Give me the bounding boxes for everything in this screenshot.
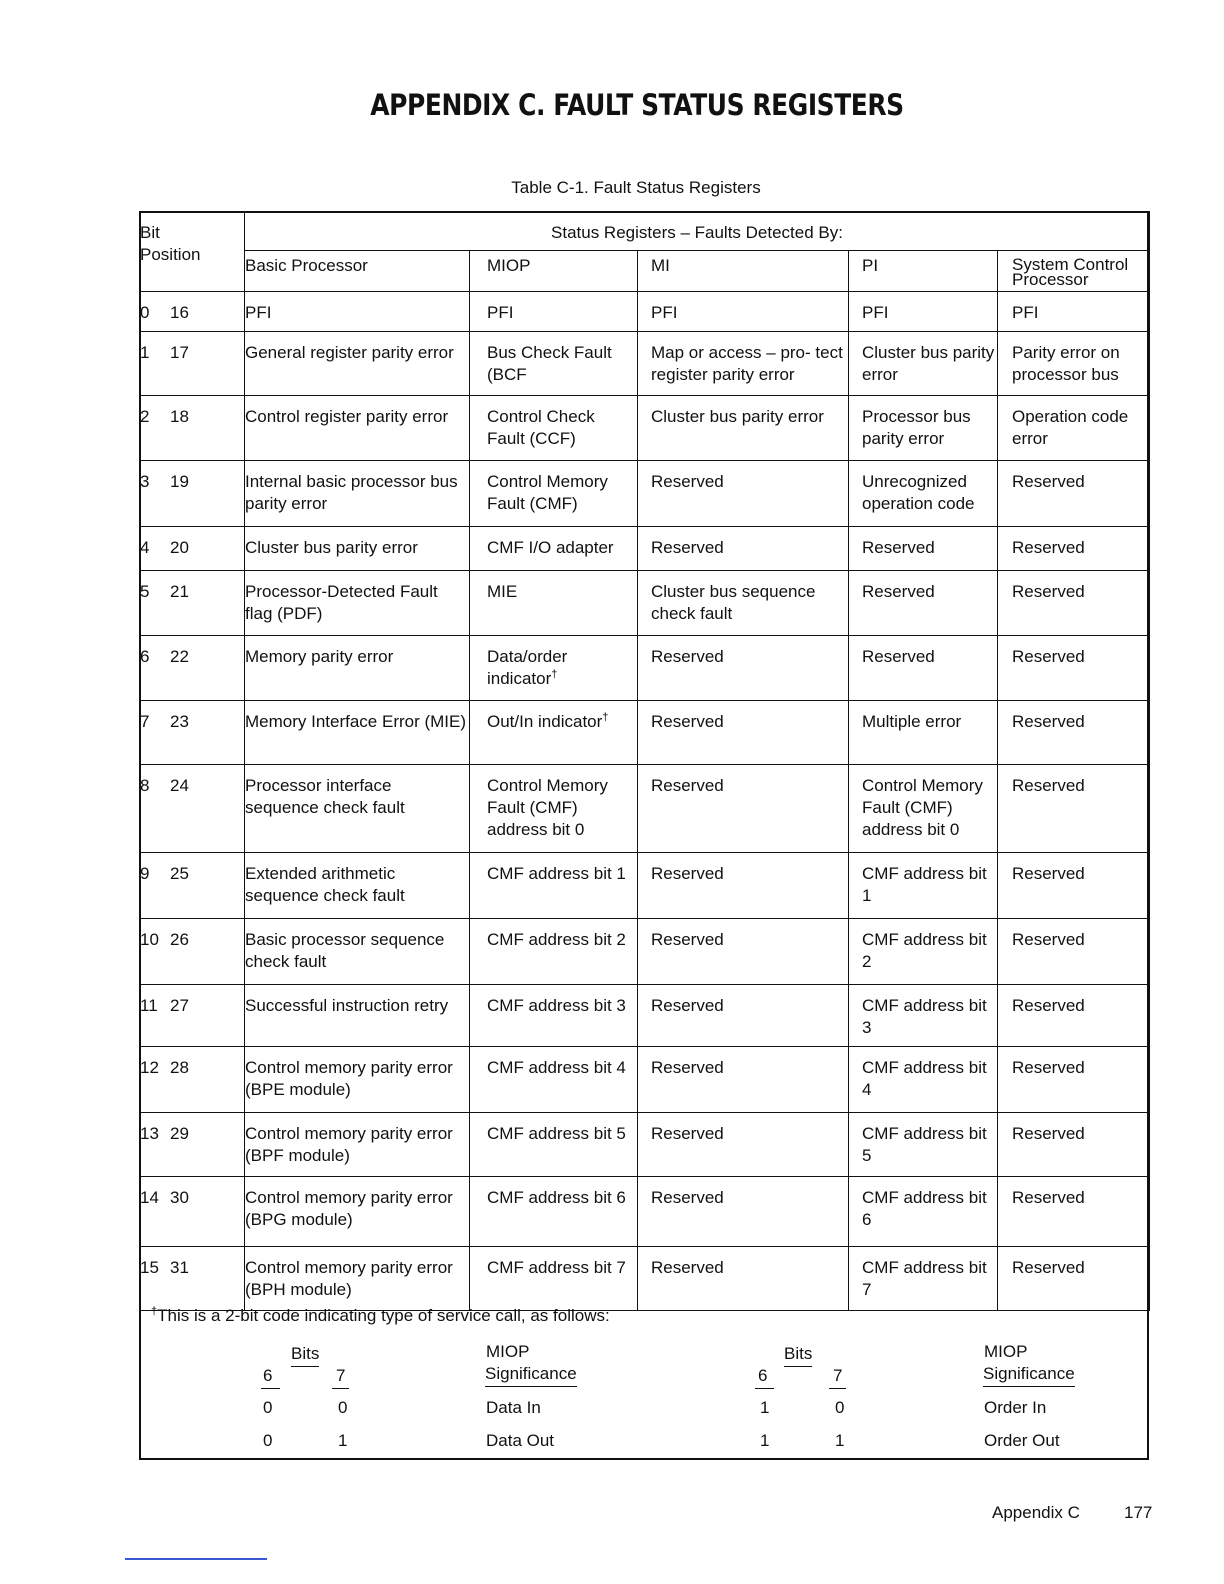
bit-position: 0 16 bbox=[140, 292, 245, 332]
scan-mark bbox=[125, 1558, 267, 1560]
cell-mi: Reserved bbox=[638, 919, 849, 985]
cell-mi: Reserved bbox=[638, 985, 849, 1047]
code-significance: Order Out bbox=[984, 1431, 1060, 1450]
miop-label: MIOP bbox=[984, 1342, 1028, 1361]
cell-system-control-processor: Reserved bbox=[998, 919, 1150, 985]
cell-basic-processor: General register parity error bbox=[245, 332, 470, 396]
cell-mi: Reserved bbox=[638, 1113, 849, 1177]
cell-miop: Control Memory Fault (CMF) bbox=[470, 461, 638, 527]
cell-mi: Reserved bbox=[638, 765, 849, 853]
bit-position: 1 17 bbox=[140, 332, 245, 396]
cell-miop: Data/order indicator† bbox=[470, 636, 638, 701]
bit-position: 8 24 bbox=[140, 765, 245, 853]
cell-mi: Cluster bus parity error bbox=[638, 396, 849, 461]
cell-miop: PFI bbox=[470, 292, 638, 332]
cell-system-control-processor: Reserved bbox=[998, 636, 1150, 701]
cell-basic-processor: Control register parity error bbox=[245, 396, 470, 461]
cell-mi: Reserved bbox=[638, 461, 849, 527]
code-bit: 1 bbox=[835, 1431, 845, 1450]
significance-label: Significance bbox=[485, 1364, 577, 1387]
bit-position: 9 25 bbox=[140, 853, 245, 919]
cell-system-control-processor: Reserved bbox=[998, 701, 1150, 765]
cell-miop: Control Memory Fault (CMF) address bit 0 bbox=[470, 765, 638, 853]
cell-mi: Reserved bbox=[638, 636, 849, 701]
code-bit: 0 bbox=[263, 1431, 273, 1450]
cell-system-control-processor: Reserved bbox=[998, 1247, 1150, 1311]
table-caption: Table C-1. Fault Status Registers bbox=[511, 178, 761, 197]
bit-position: 12 28 bbox=[140, 1047, 245, 1113]
footer-label: Appendix C bbox=[992, 1503, 1080, 1522]
cell-basic-processor: Processor-Detected Fault flag (PDF) bbox=[245, 571, 470, 636]
code-significance: Data Out bbox=[486, 1431, 555, 1450]
cell-pi: Reserved bbox=[849, 571, 998, 636]
bit-6-label: 6 bbox=[261, 1366, 280, 1389]
bit-7-label: 7 bbox=[332, 1366, 349, 1389]
cell-system-control-processor: Reserved bbox=[998, 1113, 1150, 1177]
cell-system-control-processor: Reserved bbox=[998, 527, 1150, 571]
cell-pi: CMF address bit 6 bbox=[849, 1177, 998, 1247]
cell-basic-processor: Basic processor sequence check fault bbox=[245, 919, 470, 985]
cell-miop: Out/In indicator† bbox=[470, 701, 638, 765]
cell-system-control-processor: Reserved bbox=[998, 1177, 1150, 1247]
cell-mi: PFI bbox=[638, 292, 849, 332]
cell-miop: CMF address bit 2 bbox=[470, 919, 638, 985]
footnote-text: †This is a 2-bit code indicating type of service call, as follows: bbox=[151, 1305, 610, 1325]
cell-basic-processor: Control memory parity error (BPF module) bbox=[245, 1113, 470, 1177]
cell-pi: Reserved bbox=[849, 527, 998, 571]
bit-position: 13 29 bbox=[140, 1113, 245, 1177]
bit-position: 15 31 bbox=[140, 1247, 245, 1311]
bit-position: 5 21 bbox=[140, 571, 245, 636]
cell-mi: Reserved bbox=[638, 527, 849, 571]
cell-basic-processor: Extended arithmetic sequence check fault bbox=[245, 853, 470, 919]
bit-position: 14 30 bbox=[140, 1177, 245, 1247]
column-header: MIOP bbox=[470, 251, 638, 292]
bit-position: 2 18 bbox=[140, 396, 245, 461]
cell-pi: PFI bbox=[849, 292, 998, 332]
cell-miop: Bus Check Fault (BCF bbox=[470, 332, 638, 396]
cell-basic-processor: PFI bbox=[245, 292, 470, 332]
cell-basic-processor: Control memory parity error (BPH module) bbox=[245, 1247, 470, 1311]
cell-system-control-processor: PFI bbox=[998, 292, 1150, 332]
bit-position: 4 20 bbox=[140, 527, 245, 571]
cell-basic-processor: Memory Interface Error (MIE) bbox=[245, 701, 470, 765]
cell-basic-processor: Cluster bus parity error bbox=[245, 527, 470, 571]
cell-system-control-processor: Operation code error bbox=[998, 396, 1150, 461]
code-bit: 1 bbox=[338, 1431, 348, 1450]
bit-position-header: Bit Position bbox=[140, 212, 245, 292]
cell-mi: Map or access – pro- tect register parity error bbox=[638, 332, 849, 396]
cell-miop: MIE bbox=[470, 571, 638, 636]
bit-position: 10 26 bbox=[140, 919, 245, 985]
cell-mi: Reserved bbox=[638, 1047, 849, 1113]
cell-mi: Reserved bbox=[638, 1177, 849, 1247]
code-significance: Data In bbox=[486, 1398, 541, 1417]
page-number: 177 bbox=[1124, 1503, 1153, 1522]
cell-mi: Reserved bbox=[638, 701, 849, 765]
bit-position: 7 23 bbox=[140, 701, 245, 765]
bit-position: 6 22 bbox=[140, 636, 245, 701]
bits-label: Bits bbox=[784, 1344, 812, 1367]
cell-pi: CMF address bit 1 bbox=[849, 853, 998, 919]
cell-mi: Reserved bbox=[638, 853, 849, 919]
cell-pi: Cluster bus parity error bbox=[849, 332, 998, 396]
code-bit: 1 bbox=[760, 1431, 770, 1450]
miop-label: MIOP bbox=[486, 1342, 530, 1361]
cell-pi: Control Memory Fault (CMF) address bit 0 bbox=[849, 765, 998, 853]
column-header: MI bbox=[638, 251, 849, 292]
cell-system-control-processor: Reserved bbox=[998, 765, 1150, 853]
cell-pi: CMF address bit 5 bbox=[849, 1113, 998, 1177]
cell-system-control-processor: Reserved bbox=[998, 571, 1150, 636]
bit-position: 11 27 bbox=[140, 985, 245, 1047]
code-bit: 1 bbox=[760, 1398, 770, 1417]
code-significance: Order In bbox=[984, 1398, 1047, 1417]
bit-6-label: 6 bbox=[755, 1366, 774, 1389]
cell-miop: CMF address bit 7 bbox=[470, 1247, 638, 1311]
page-title: APPENDIX C. FAULT STATUS REGISTERS bbox=[370, 88, 904, 122]
cell-system-control-processor: Reserved bbox=[998, 853, 1150, 919]
code-bit: 0 bbox=[263, 1398, 273, 1417]
cell-system-control-processor: Reserved bbox=[998, 461, 1150, 527]
cell-basic-processor: Control memory parity error (BPG module) bbox=[245, 1177, 470, 1247]
table-frame bbox=[139, 211, 1149, 1460]
bit-7-label: 7 bbox=[829, 1366, 846, 1389]
cell-miop: CMF address bit 3 bbox=[470, 985, 638, 1047]
cell-pi: Unrecognized operation code bbox=[849, 461, 998, 527]
cell-basic-processor: Memory parity error bbox=[245, 636, 470, 701]
cell-pi: CMF address bit 3 bbox=[849, 985, 998, 1047]
cell-miop: CMF I/O adapter bbox=[470, 527, 638, 571]
cell-miop: CMF address bit 5 bbox=[470, 1113, 638, 1177]
column-header: Basic Processor bbox=[245, 251, 470, 292]
cell-basic-processor: Control memory parity error (BPE module) bbox=[245, 1047, 470, 1113]
bits-label: Bits bbox=[291, 1344, 319, 1367]
cell-system-control-processor: Reserved bbox=[998, 1047, 1150, 1113]
code-bit: 0 bbox=[835, 1398, 845, 1417]
cell-miop: CMF address bit 1 bbox=[470, 853, 638, 919]
column-header: System Control Processor bbox=[998, 251, 1150, 292]
cell-mi: Reserved bbox=[638, 1247, 849, 1311]
footnote bbox=[139, 1298, 1149, 1460]
cell-pi: Processor bus parity error bbox=[849, 396, 998, 461]
cell-basic-processor: Processor interface sequence check fault bbox=[245, 765, 470, 853]
cell-pi: CMF address bit 7 bbox=[849, 1247, 998, 1311]
cell-system-control-processor: Reserved bbox=[998, 985, 1150, 1047]
cell-miop: Control Check Fault (CCF) bbox=[470, 396, 638, 461]
cell-pi: Reserved bbox=[849, 636, 998, 701]
cell-system-control-processor: Parity error on processor bus bbox=[998, 332, 1150, 396]
cell-miop: CMF address bit 4 bbox=[470, 1047, 638, 1113]
cell-basic-processor: Successful instruction retry bbox=[245, 985, 470, 1047]
status-registers-header: Status Registers – Faults Detected By: bbox=[245, 212, 1150, 251]
code-bit: 0 bbox=[338, 1398, 348, 1417]
cell-basic-processor: Internal basic processor bus parity error bbox=[245, 461, 470, 527]
significance-label: Significance bbox=[983, 1364, 1075, 1387]
cell-mi: Cluster bus sequence check fault bbox=[638, 571, 849, 636]
cell-pi: Multiple error bbox=[849, 701, 998, 765]
cell-miop: CMF address bit 6 bbox=[470, 1177, 638, 1247]
bit-position: 3 19 bbox=[140, 461, 245, 527]
cell-pi: CMF address bit 4 bbox=[849, 1047, 998, 1113]
column-header: PI bbox=[849, 251, 998, 292]
cell-pi: CMF address bit 2 bbox=[849, 919, 998, 985]
